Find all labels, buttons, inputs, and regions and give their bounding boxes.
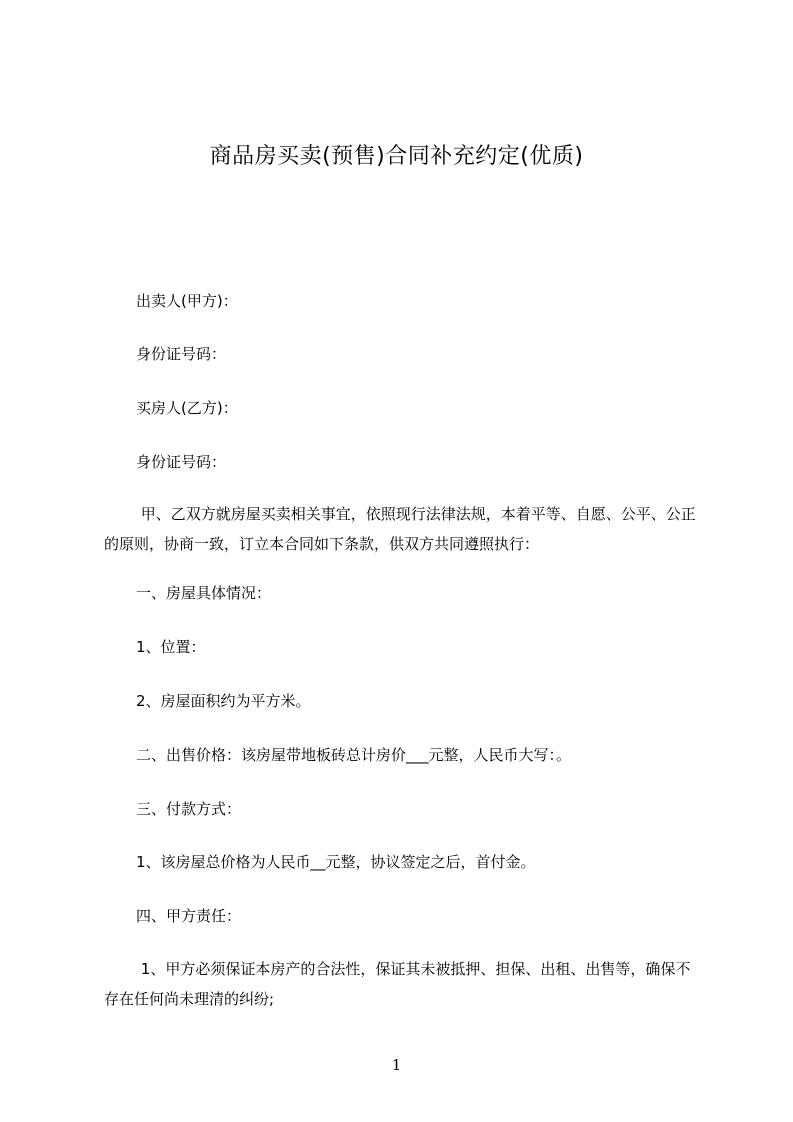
section-heading-property: 一、房屋具体情况： xyxy=(136,584,272,602)
buyer-line: 买房人(乙方)： xyxy=(136,399,238,417)
preamble-paragraph: 甲、乙双方就房屋买卖相关事宜，依照现行法律法规，本着平等、自愿、公平、公正的原则，协商一致，订立本合同如下条款，供双方共同遵照执行： xyxy=(104,505,696,553)
seller-id-line: 身份证号码： xyxy=(136,345,227,363)
clause-location: 1、位置： xyxy=(136,638,206,656)
section-heading-payment: 三、付款方式： xyxy=(136,800,242,818)
page-number: 1 xyxy=(391,1056,402,1074)
buyer-id-line: 身份证号码： xyxy=(136,453,227,471)
clause-total-price: 1、该房屋总价格为人民币__元整，协议签定之后，首付金。 xyxy=(136,853,536,871)
section-heading-price: 二、出售价格：该房屋带地板砖总计房价___元整，人民币大写：。 xyxy=(136,746,572,764)
seller-line: 出卖人(甲方)： xyxy=(136,292,238,310)
section-heading-seller-duty: 四、甲方责任： xyxy=(136,907,242,925)
clause-area: 2、房屋面积约为平方米。 xyxy=(136,692,311,710)
document-title: 商品房买卖(预售)合同补充约定(优质) xyxy=(209,144,584,169)
clause-seller-guarantee: 1、甲方必须保证本房产的合法性，保证其未被抵押、担保、出租、出售等，确保不存在任何尚未理清的纠纷; xyxy=(104,960,691,1008)
